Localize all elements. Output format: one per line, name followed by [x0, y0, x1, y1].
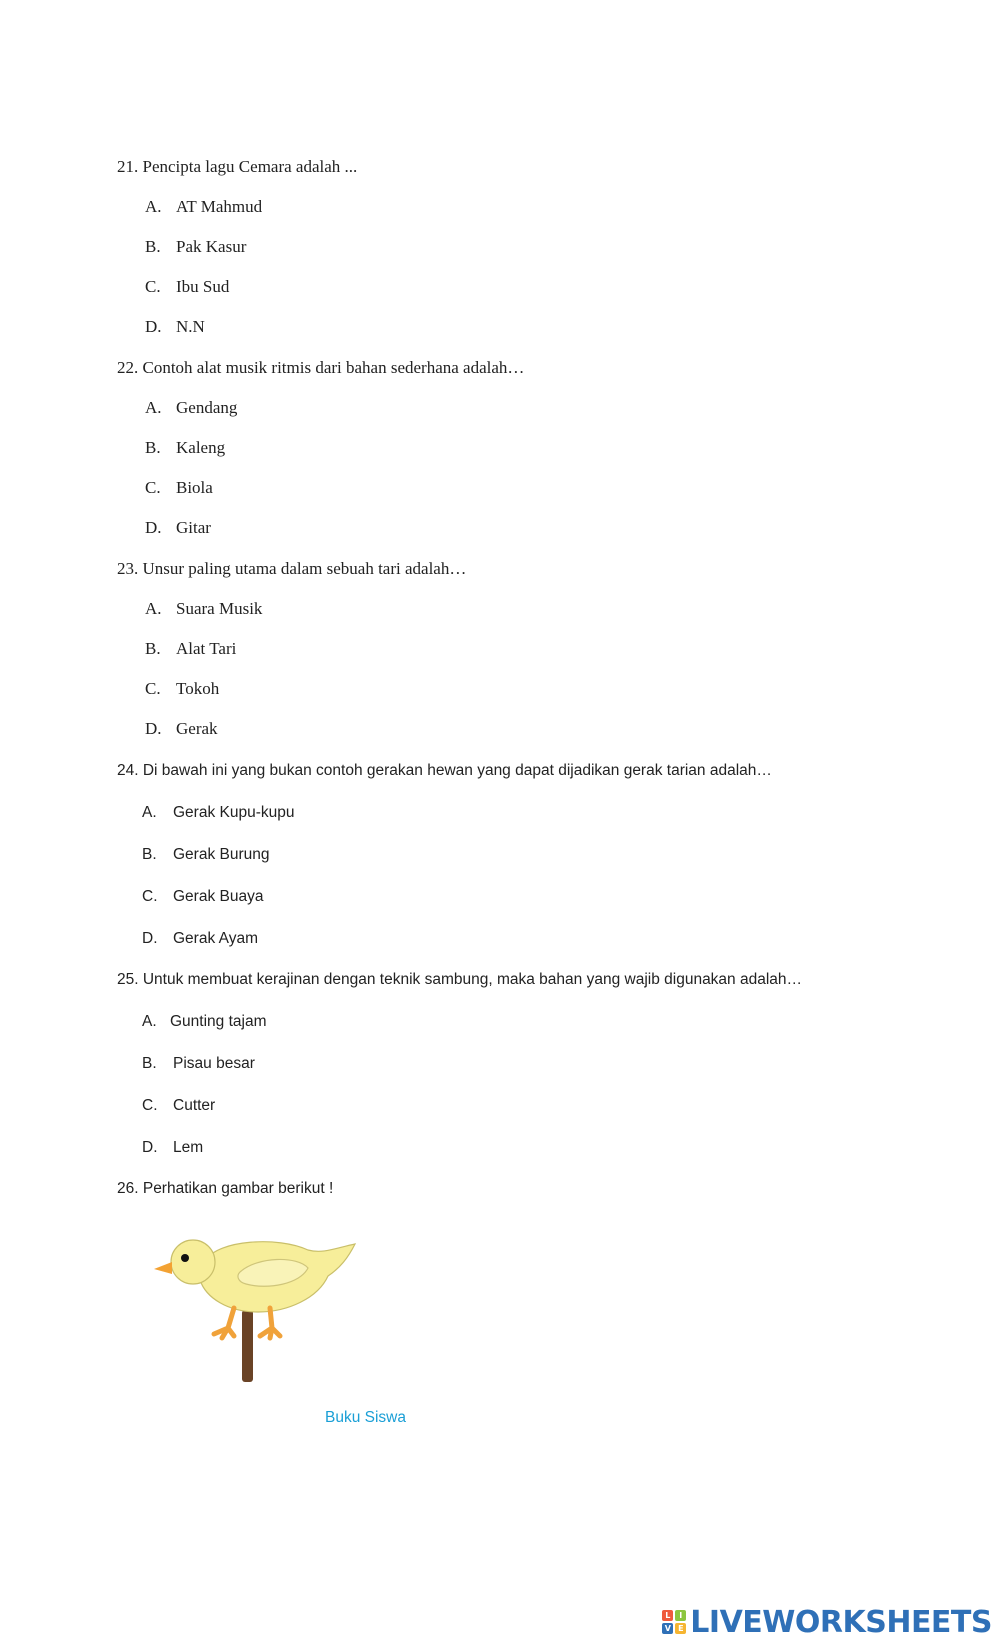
- option-letter: B.: [145, 237, 161, 256]
- option-letter: C.: [145, 277, 161, 296]
- option-text: Alat Tari: [176, 639, 237, 658]
- option-22c[interactable]: [145, 478, 213, 498]
- chick-eye: [181, 1254, 189, 1262]
- chick-leg-right: [260, 1308, 280, 1338]
- chick-head: [171, 1240, 215, 1284]
- option-21c[interactable]: [145, 277, 229, 297]
- option-24b[interactable]: [142, 846, 270, 864]
- brand-name: LIVEWORKSHEETS: [690, 1604, 992, 1640]
- logo-cell: E: [675, 1623, 686, 1634]
- option-letter: B.: [145, 639, 161, 658]
- option-letter: D.: [142, 1139, 158, 1156]
- option-letter: C.: [142, 888, 158, 905]
- question-26: 26. Perhatikan gambar berikut !: [117, 1180, 334, 1197]
- option-text: AT Mahmud: [176, 197, 263, 216]
- option-letter: B.: [142, 1055, 157, 1072]
- option-23a[interactable]: [145, 599, 262, 619]
- logo-cell: V: [662, 1623, 673, 1634]
- option-letter: A.: [145, 599, 162, 618]
- option-text: Gerak: [176, 719, 218, 738]
- option-21d[interactable]: [145, 317, 205, 337]
- option-25d[interactable]: [142, 1139, 203, 1157]
- option-letter: A.: [145, 398, 162, 417]
- question-23: 23. Unsur paling utama dalam sebuah tari adalah…: [117, 559, 467, 578]
- option-letter: D.: [145, 518, 162, 537]
- option-text: Pisau besar: [173, 1055, 255, 1072]
- option-25b[interactable]: [142, 1055, 255, 1073]
- question-22: 22. Contoh alat musik ritmis dari bahan sederhana adalah…: [117, 358, 525, 377]
- option-letter: B.: [142, 846, 157, 863]
- option-text: Gerak Burung: [173, 846, 270, 863]
- option-23c[interactable]: [145, 679, 219, 699]
- option-text: Gendang: [176, 398, 238, 417]
- option-25c[interactable]: [142, 1097, 215, 1115]
- liveworksheets-logo-icon: [662, 1610, 686, 1634]
- logo-cell: I: [675, 1610, 686, 1621]
- option-text: N.N: [176, 317, 205, 336]
- option-text: Pak Kasur: [176, 237, 247, 256]
- option-text: Lem: [173, 1139, 204, 1156]
- option-25a[interactable]: [142, 1013, 267, 1031]
- option-letter: C.: [145, 478, 161, 497]
- question-21: 21. Pencipta lagu Cemara adalah ...: [117, 157, 358, 176]
- option-21a[interactable]: [145, 197, 262, 217]
- option-22b[interactable]: [145, 438, 225, 458]
- chick-beak: [154, 1262, 172, 1274]
- option-text: Biola: [176, 478, 213, 497]
- option-letter: D.: [145, 719, 162, 738]
- question-24: 24. Di bawah ini yang bukan contoh gerakan hewan yang dapat dijadikan gerak tarian adalah…: [117, 762, 772, 779]
- option-text: Tokoh: [176, 679, 220, 698]
- question-25: 25. Untuk membuat kerajinan dengan teknik sambung, maka bahan yang wajib digunakan adalah…: [117, 971, 803, 988]
- option-22d[interactable]: [145, 518, 211, 538]
- option-letter: A.: [145, 197, 162, 216]
- option-24c[interactable]: [142, 888, 263, 906]
- chick-leg-left: [214, 1308, 234, 1338]
- option-letter: C.: [145, 679, 161, 698]
- option-22a[interactable]: [145, 398, 237, 418]
- logo-cell: L: [662, 1610, 673, 1621]
- option-text: Gerak Buaya: [173, 888, 264, 905]
- option-letter: A.: [142, 1013, 157, 1030]
- liveworksheets-brand: [662, 1605, 992, 1639]
- option-24a[interactable]: [142, 804, 295, 822]
- option-letter: A.: [142, 804, 157, 821]
- option-24d[interactable]: [142, 930, 258, 948]
- option-23d[interactable]: [145, 719, 218, 739]
- figure-caption: Buku Siswa: [325, 1409, 406, 1426]
- chick-on-stick-illustration: [148, 1232, 363, 1382]
- option-text: Gunting tajam: [170, 1013, 267, 1030]
- option-23b[interactable]: [145, 639, 236, 659]
- option-text: Gerak Ayam: [173, 930, 259, 947]
- option-21b[interactable]: [145, 237, 246, 257]
- stick: [242, 1310, 253, 1382]
- option-text: Cutter: [173, 1097, 216, 1114]
- option-letter: D.: [145, 317, 162, 336]
- option-letter: B.: [145, 438, 161, 457]
- option-letter: D.: [142, 930, 158, 947]
- option-letter: C.: [142, 1097, 158, 1114]
- option-text: Kaleng: [176, 438, 226, 457]
- option-text: Gitar: [176, 518, 211, 537]
- option-text: Ibu Sud: [176, 277, 230, 296]
- option-text: Gerak Kupu-kupu: [173, 804, 295, 821]
- option-text: Suara Musik: [176, 599, 263, 618]
